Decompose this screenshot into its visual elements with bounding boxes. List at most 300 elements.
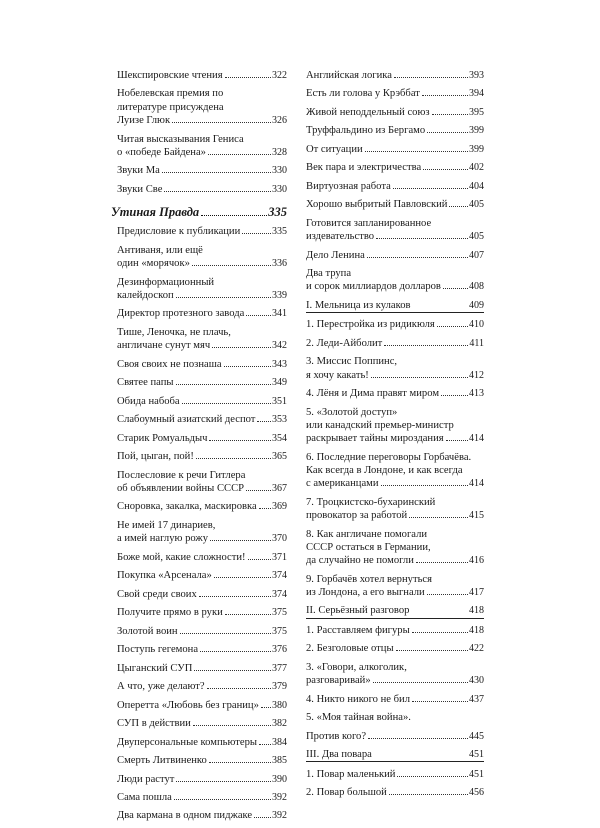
toc-entry-title: из Лондона, а его выгнали [306,586,425,598]
dot-leader [254,817,271,818]
dot-leader [381,485,468,486]
toc-entry-line [306,198,484,211]
toc-page-number: 416 [469,555,484,567]
toc-entry-title: 5. «Золотой доступ» [306,406,398,418]
toc-entry [117,606,287,619]
toc-page-number: 367 [272,482,287,494]
toc-page-number: 418 [469,624,484,636]
toc-entry-title: об объявлении войны СССР [117,482,245,494]
toc-page-number: 335 [268,205,287,220]
toc-entry [306,786,484,799]
toc-page-number: 351 [272,395,287,407]
toc-page-number: 341 [272,308,287,320]
dot-leader [224,366,271,367]
toc-part-heading [306,748,484,762]
toc-page-number: 392 [272,791,287,803]
toc-entry-line [117,339,287,352]
toc-entry-line [306,106,484,119]
toc-entry [306,730,484,743]
toc-entry-line [306,217,484,230]
toc-entry-title: да случайно не помогли [306,555,414,567]
toc-entry-title: Обида набоба [117,395,180,407]
toc-entry [117,358,287,371]
toc-entry-title: или канадский премьер-министр [306,419,454,431]
dot-leader [427,594,468,595]
toc-page-number: 342 [272,340,287,352]
toc-entry [306,87,484,100]
toc-entry-title: Век пара и электричества [306,162,422,174]
toc-entry-title: 5. «Моя тайная война». [306,712,411,724]
dot-leader [200,651,271,652]
dot-leader [246,490,271,491]
toc-entry-title: 6. Последние переговоры Горбачёва. [306,451,472,463]
toc-page-number: 451 [469,749,484,761]
toc-entry-line [306,573,484,586]
toc-page-number: 392 [272,810,287,822]
toc-entry-line [306,768,484,781]
toc-page-number: 379 [272,681,287,693]
toc-entry-line [306,318,484,331]
toc-entry-title: один «морячок» [117,258,190,270]
toc-page-number: 394 [469,88,484,100]
toc-page-number: 437 [469,693,484,705]
dot-leader [212,347,271,348]
toc-entry-title: англичане сунут мяч [117,340,211,352]
toc-entry-line [306,604,484,618]
toc-entry-line [117,680,287,693]
toc-entry [117,680,287,693]
toc-page-number: 404 [469,180,484,192]
toc-entry [306,198,484,211]
toc-entry-title: Живой неподдельный союз [306,106,430,118]
toc-entry-line [117,225,287,238]
dot-leader [209,440,271,441]
toc-entry [117,519,287,546]
toc-entry-title: Дело Ленина [306,249,365,261]
toc-page-number: 330 [272,165,287,177]
toc-page-number: 413 [469,388,484,400]
dot-leader [427,132,468,133]
toc-entry [306,768,484,781]
toc-entry-line [306,528,484,541]
toc-entry [306,624,484,637]
dot-leader [384,345,468,346]
toc-entry [117,569,287,582]
toc-entry-title: Сноровка, закалка, маскировка [117,501,257,513]
toc-entry [306,249,484,262]
toc-entry-line [306,477,484,490]
toc-page-number: 343 [272,358,287,370]
toc-entry [117,276,287,303]
toc-page-number: 376 [272,644,287,656]
toc-entry-title: Директор протезного завода [117,308,245,320]
toc-entry-title: Поступь гегемона [117,644,199,656]
toc-entry [117,69,287,82]
dot-leader [376,238,468,239]
toc-entry [117,432,287,445]
toc-entry-title: Святее папы [117,377,174,389]
toc-entry-line [111,206,287,219]
toc-entry-line [117,500,287,513]
toc-entry-line [117,307,287,320]
toc-entry-title: Дезинформационный [117,276,215,288]
toc-entry [306,528,484,568]
dot-leader [259,508,271,509]
toc-entry-title: Труффальдино из Бергамо [306,125,426,137]
toc-entry-line [306,143,484,156]
toc-entry-title: Есть ли голова у Крэббат [306,88,420,100]
toc-page-number: 405 [469,231,484,243]
dot-leader [199,596,271,597]
toc-entry [117,133,287,160]
dot-leader [225,77,271,78]
toc-entry-line [306,541,484,554]
toc-page-number: 390 [272,773,287,785]
dot-leader [422,95,468,96]
toc-entry-line [117,754,287,767]
toc-entry-line [117,569,287,582]
dot-leader [368,738,468,739]
toc-entry-line [306,161,484,174]
dot-leader [207,688,271,689]
toc-entry [117,469,287,496]
toc-entry-title: Тише, Леночка, не плачь, [117,326,231,338]
toc-entry-line [306,369,484,382]
toc-entry-line [306,419,484,432]
toc-page-number: 405 [469,199,484,211]
toc-entry-line [117,69,287,82]
toc-entry-title: Шекспировские чтения [117,70,223,81]
toc-entry-title: Золотой воин [117,625,178,637]
toc-entry-line [117,717,287,730]
toc-page-number: 339 [272,289,287,301]
toc-entry-title: Антиваня, или ещё [117,244,203,256]
dot-leader [193,725,271,726]
toc-entry-line [117,358,287,371]
toc-page-number: 456 [469,787,484,799]
toc-page-number: 335 [272,226,287,238]
toc-entry-line [117,432,287,445]
toc-entry-title: провокатор за работой [306,510,408,522]
toc-page-number: 395 [469,106,484,118]
toc-section-heading [111,206,287,219]
toc-entry-line [306,586,484,599]
toc-entry-line [306,693,484,706]
dot-leader [172,122,271,123]
toc-entry-line [306,180,484,193]
toc-page-number: 422 [469,643,484,655]
dot-leader [192,265,271,266]
dot-leader [449,206,468,207]
toc-entry-title: Люди растут [117,773,175,785]
toc-entry-line [117,625,287,638]
toc-entry [306,161,484,174]
toc-entry-title: Свой среди своих [117,588,197,600]
dot-leader [176,781,271,782]
toc-entry [306,693,484,706]
toc-entry [306,69,484,82]
toc-page-number: 430 [469,675,484,687]
toc-page-number: 402 [469,162,484,174]
toc-entry [117,326,287,353]
toc-entry-line [306,249,484,262]
toc-page-number: 380 [272,699,287,711]
toc-entry-title: Предисловие к публикации [117,226,241,238]
toc-entry-title: Боже мой, какие сложности! [117,551,246,563]
toc-entry [306,355,484,382]
toc-page-number: 399 [469,125,484,137]
toc-page-number: 322 [272,70,287,81]
toc-entry-title: Луизе Глюк [117,115,171,127]
toc-right-column [306,69,484,805]
dot-leader [248,559,271,560]
toc-entry [117,244,287,271]
toc-entry [117,87,287,127]
toc-entry-title: 2. Безголовые отцы [306,643,394,655]
toc-page-number: 369 [272,501,287,513]
toc-entry [117,395,287,408]
toc-entry-title: Не имей 17 динариев, [117,519,216,531]
toc-entry-title: Сама пошла [117,791,172,803]
toc-entry [306,711,484,724]
toc-left-column [111,69,287,828]
toc-entry [117,413,287,426]
toc-entry [117,225,287,238]
toc-entry [306,642,484,655]
toc-entry-line [117,588,287,601]
toc-entry-title: 9. Горбачёв хотел вернуться [306,573,432,585]
toc-entry-line [117,791,287,804]
toc-entry-line [306,87,484,100]
toc-entry-title: Старик Ромуальдыч [117,432,208,444]
toc-entry [117,500,287,513]
dot-leader [209,762,271,763]
toc-entry-line [306,748,484,762]
toc-entry-line [306,711,484,724]
toc-entry-title: А что, уже делают? [117,681,205,693]
toc-page-number: 445 [469,730,484,742]
toc-page-number: 415 [469,510,484,522]
toc-entry-line [306,69,484,82]
toc-page-number: 371 [272,551,287,563]
toc-entry [117,450,287,463]
dot-leader [412,701,468,702]
toc-page-number: 451 [469,768,484,780]
toc-entry-line [306,299,484,313]
toc-entry-line [117,164,287,177]
dot-leader [208,154,271,155]
toc-entry-title: Получите прямо в руки [117,607,223,619]
toc-entry [306,180,484,193]
toc-entry [306,106,484,119]
dot-leader [437,326,468,327]
toc-entry-title: От ситуации [306,143,363,155]
dot-leader [182,403,271,404]
toc-entry-title: Пой, цыган, пой! [117,451,194,463]
toc-part-heading [306,299,484,313]
toc-entry-line [117,532,287,545]
toc-entry-line [306,509,484,522]
toc-entry-line [117,114,287,127]
toc-entry-line [117,469,287,482]
toc-entry-line [117,133,287,146]
toc-entry [306,217,484,244]
toc-entry-line [306,464,484,477]
toc-entry [306,496,484,523]
dot-leader [259,744,271,745]
toc-entry [117,717,287,730]
toc-page-number: 377 [272,662,287,674]
toc-entry-line [306,730,484,743]
toc-entry [117,643,287,656]
toc-entry [117,791,287,804]
toc-page-number: 328 [272,146,287,158]
dot-leader [261,707,271,708]
toc-entry-line [306,432,484,445]
toc-page-number: 353 [272,414,287,426]
dot-leader [441,395,468,396]
toc-page-number: 374 [272,570,287,582]
toc-entry-title: о «победе Байдена» [117,146,206,158]
toc-entry-title: разговаривай» [306,675,371,687]
toc-entry-line [117,244,287,257]
toc-entry-title: I. Мельница из кулаков [306,299,411,311]
toc-entry [117,736,287,749]
dot-leader [180,633,271,634]
toc-entry-title: СУП в действии [117,718,191,730]
toc-entry [306,387,484,400]
toc-entry-line [117,257,287,270]
toc-entry-line [306,496,484,509]
toc-entry-title: 4. Никто никого не бил [306,693,410,705]
toc-entry-line [306,387,484,400]
toc-entry [306,451,484,491]
toc-entry-line [306,624,484,637]
toc-entry [306,143,484,156]
toc-entry-title: Покупка «Арсенала» [117,570,212,582]
toc-entry-title: Цыганский СУП [117,662,193,674]
toc-page-number: 417 [469,586,484,598]
toc-page-number: 410 [469,319,484,331]
dot-leader [194,670,271,671]
toc-entry [117,699,287,712]
toc-entry-title: 1. Повар маленький [306,768,396,780]
toc-entry-title: 7. Троцкистско-бухаринский [306,496,436,508]
toc-entry-title: Звуки Ма [117,165,160,177]
toc-entry [117,376,287,389]
toc-entry-title: Хорошо выбритый Павловский [306,199,448,211]
toc-entry-title: Читая высказывания Гениса [117,133,244,145]
toc-entry-title: Два трупа [306,268,352,280]
toc-page-number: 370 [272,533,287,545]
toc-entry-title: 3. «Говори, алкоголик, [306,661,407,673]
toc-entry-title: СССР остаться в Германии, [306,541,431,553]
toc-entry [306,267,484,294]
toc-entry [117,625,287,638]
dot-leader [423,169,468,170]
toc-entry-line [306,280,484,293]
toc-page-number: 393 [469,70,484,81]
toc-entry-title: Против кого? [306,730,367,742]
toc-entry [306,573,484,600]
toc-page-number: 412 [469,369,484,381]
toc-page-number: 399 [469,143,484,155]
toc-entry-title: Послесловие к речи Гитлера [117,469,246,481]
toc-entry-title: Звуки Све [117,183,163,195]
dot-leader [257,421,271,422]
toc-entry-line [306,554,484,567]
dot-leader [176,297,271,298]
toc-entry-title: Два кармана в одном пиджаке [117,810,253,822]
toc-entry-line [117,87,287,100]
dot-leader [432,114,468,115]
toc-entry-title: издевательство [306,231,375,243]
toc-entry-line [306,674,484,687]
toc-entry-title: Оперетта «Любовь без границ» [117,699,259,711]
toc-entry-line [306,337,484,350]
toc-entry [117,662,287,675]
toc-entry-title: калейдоскоп [117,289,174,301]
toc-entry-title: 3. Миссис Поппинс, [306,356,398,368]
dot-leader [446,440,468,441]
toc-entry [117,809,287,822]
toc-entry-line [306,355,484,368]
dot-leader [397,776,468,777]
toc-entry-line [117,699,287,712]
toc-entry-title: 2. Повар большой [306,787,387,799]
toc-entry [117,307,287,320]
toc-entry-title: Своя своих не познаша [117,358,222,370]
toc-entry [117,773,287,786]
toc-entry-line [117,376,287,389]
toc-page-number: 349 [272,377,287,389]
toc-entry-line [117,326,287,339]
toc-entry-line [306,661,484,674]
dot-leader [365,151,468,152]
toc-entry-title: Готовится запланированное [306,217,432,229]
toc-entry-line [117,413,287,426]
dot-leader [162,172,271,173]
toc-entry-line [306,786,484,799]
toc-entry-title: 1. Расставляем фигуры [306,624,410,636]
toc-entry-title: 2. Леди-Айболит [306,337,383,349]
toc-entry-title: Виртуозная работа [306,180,391,192]
dot-leader [394,77,468,78]
toc-entry-line [117,276,287,289]
toc-entry-title: Смерть Литвиненко [117,755,207,767]
toc-entry [117,164,287,177]
toc-entry-line [117,450,287,463]
toc-entry-line [306,642,484,655]
toc-page-number: 336 [272,258,287,270]
toc-entry-line [306,230,484,243]
toc-entry-title: 4. Лёня и Дима правят миром [306,388,440,400]
toc-page-number: 414 [469,478,484,490]
toc-entry-line [117,146,287,159]
toc-entry-line [117,289,287,302]
toc-entry [117,551,287,564]
toc-entry-line [306,451,484,464]
toc-entry [117,754,287,767]
dot-leader [246,315,271,316]
dot-leader [174,799,271,800]
toc-page-number: 411 [469,337,484,349]
dot-leader [210,540,271,541]
toc-entry-title: III. Два повара [306,749,372,761]
dot-leader [225,614,271,615]
toc-entry [117,588,287,601]
toc-page-number: 385 [272,755,287,767]
